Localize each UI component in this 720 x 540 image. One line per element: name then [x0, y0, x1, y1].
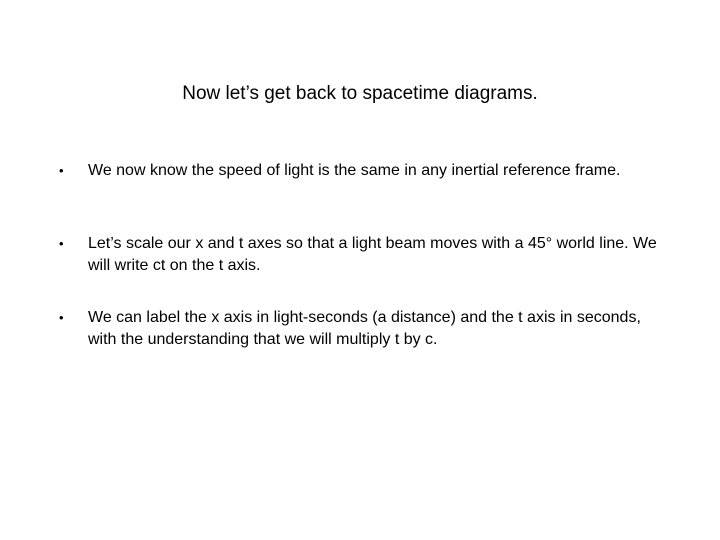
bullet-dot-icon: •: [59, 163, 64, 178]
bullet-text: We now know the speed of light is the same in any inertial reference frame.: [88, 162, 621, 179]
bullet-text: We can label the x axis in light-seconds (a distance) and the t axis in seconds, with the understanding that we will multiply t by c.: [88, 309, 641, 348]
bullet-dot-icon: •: [59, 236, 64, 251]
slide-title: Now let’s get back to spacetime diagrams.: [182, 83, 538, 104]
bullet-text: Let’s scale our x and t axes so that a light beam moves with a 45° world line. We will write ct on the t axis.: [88, 235, 657, 274]
bullet-dot-icon: •: [59, 310, 64, 325]
